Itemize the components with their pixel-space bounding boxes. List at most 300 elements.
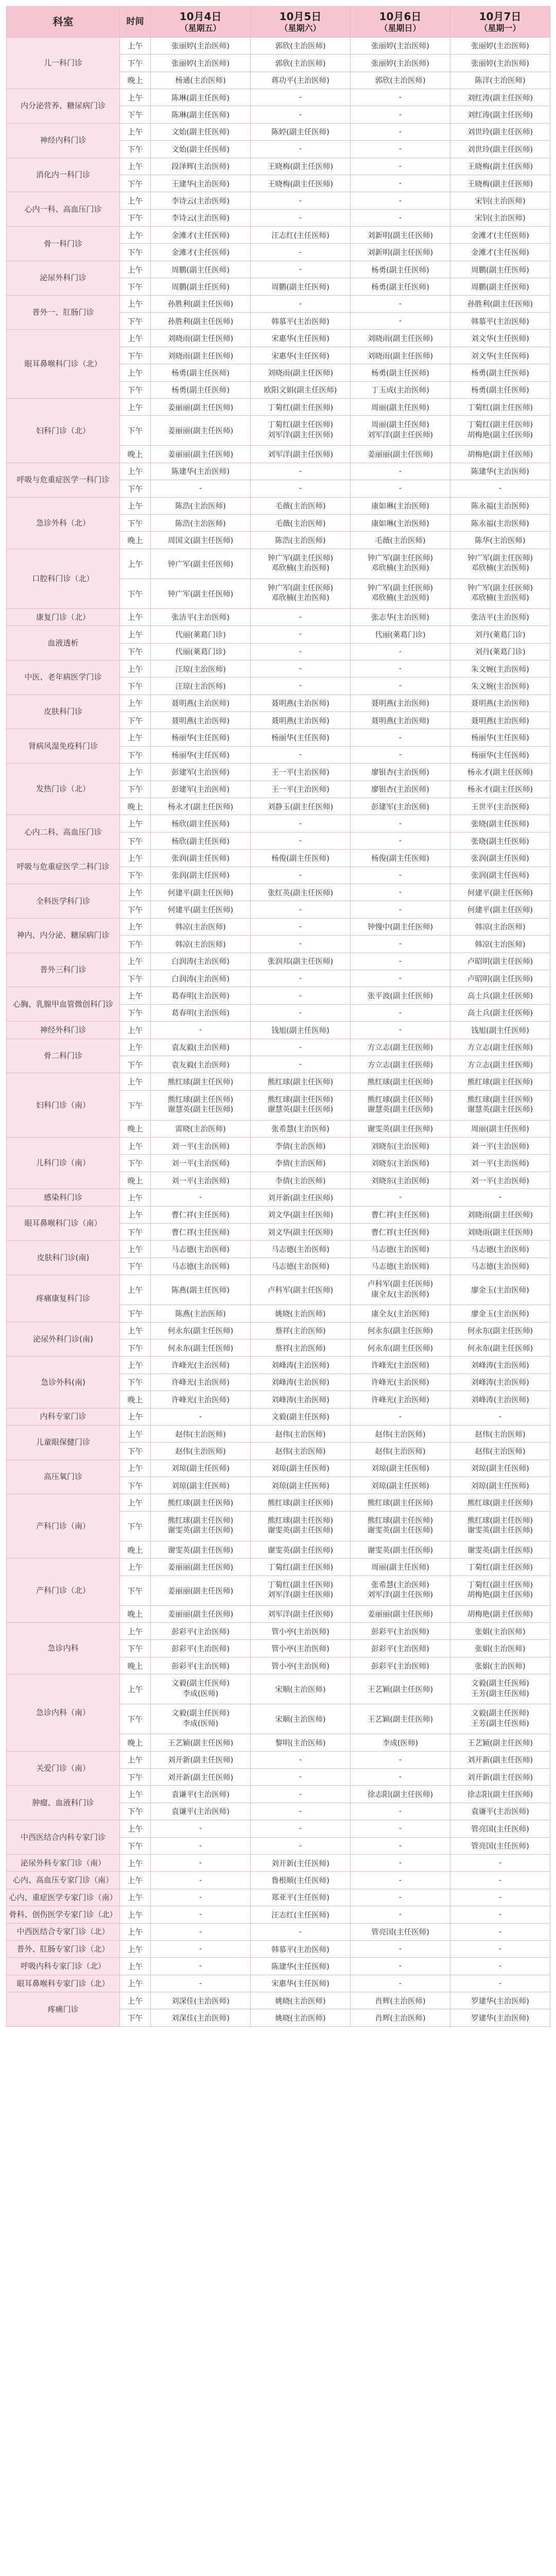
doctor-cell: 曹仁祥(主任医师)	[151, 1206, 251, 1223]
doctor-cell: 金滩才(主任医师)	[151, 244, 251, 261]
table-row	[7, 1022, 550, 1039]
time-slot: 下午	[120, 867, 151, 884]
doctor-cell: -	[251, 192, 351, 209]
department-name: 皮肤科门诊(南)	[7, 1241, 120, 1275]
department-name: 中西医结合内科专家门诊	[7, 1820, 120, 1855]
doctor-cell: 张润(副主任医师)	[450, 867, 550, 884]
department-name: 血液透析	[7, 626, 120, 660]
doctor-cell: 张娟(主治医师)	[450, 1640, 550, 1657]
doctor-cell: -	[251, 244, 351, 261]
doctor-cell: 杨通(主治医师)	[151, 72, 251, 89]
doctor-cell: -	[251, 1786, 351, 1803]
doctor-cell: 熊红球(副主任医师) 谢慧英(副主任医师)	[251, 1090, 351, 1120]
doctor-cell: 宋惠华(主任医师)	[251, 330, 351, 347]
department-name: 骨二科门诊	[7, 1039, 120, 1073]
doctor-cell: 周丽(副主任医师)	[351, 1558, 450, 1575]
doctor-cell: -	[351, 1940, 450, 1957]
doctor-cell: 杨勇(副主任医师)	[151, 381, 251, 398]
doctor-cell: -	[251, 1923, 351, 1940]
doctor-cell: 熊红球(副主任医师)	[151, 1073, 251, 1090]
time-slot: 上午	[120, 463, 151, 480]
time-slot: 下午	[120, 643, 151, 660]
time-slot: 下午	[120, 1339, 151, 1356]
department-name: 疼痛康复科门诊	[7, 1275, 120, 1322]
department-name: 呼吸内科专家门诊（北）	[7, 1958, 120, 1975]
day-weekday: （星期六）	[280, 23, 321, 33]
doctor-cell: 王晓梅(副主任医师)	[450, 175, 550, 192]
doctor-cell: 熊红球(副主任医师) 谢慧英(副主任医师)	[351, 1090, 450, 1120]
department-name: 产科门诊（北）	[7, 1558, 120, 1623]
doctor-cell: 段泽辉(主治医师)	[151, 158, 251, 175]
doctor-cell: 刘文华(主任医师)	[450, 347, 550, 364]
doctor-cell: -	[251, 832, 351, 849]
time-slot: 上午	[120, 1558, 151, 1575]
doctor-cell: 杨勇(副主任医师)	[450, 381, 550, 398]
time-slot: 上午	[120, 729, 151, 746]
doctor-cell: 金滩才(主任医师)	[151, 227, 251, 244]
doctor-cell: -	[351, 867, 450, 884]
doctor-cell: -	[351, 677, 450, 694]
doctor-cell: 方立志(副主任医师)	[351, 1056, 450, 1073]
time-slot: 下午	[120, 1575, 151, 1605]
doctor-cell: 鲁根顺(主任医师)	[251, 1872, 351, 1889]
table-row	[7, 850, 550, 867]
doctor-cell: 张润(副主任医师)	[151, 867, 251, 884]
department-name: 妇科门诊（北）	[7, 399, 120, 463]
doctor-cell: 卢科军(副主任医师) 康全友(主治医师)	[351, 1275, 450, 1305]
doctor-cell: 杨永才(副主任医师)	[151, 798, 251, 815]
doctor-cell: 许峰光(主治医师)	[351, 1357, 450, 1374]
doctor-cell: 许峰光(主治医师)	[151, 1391, 251, 1408]
doctor-cell: 姜丽丽(副主任医师)	[151, 1605, 251, 1622]
table-row	[7, 1958, 550, 1975]
doctor-cell: -	[351, 158, 450, 175]
doctor-cell: 彭建军(主治医师)	[151, 781, 251, 798]
doctor-cell: -	[151, 1854, 251, 1871]
doctor-cell: 姜丽丽(副主任医师)	[351, 1605, 450, 1622]
department-name: 高压氧门诊	[7, 1460, 120, 1494]
doctor-cell: 刘开新(副主任医师)	[151, 1769, 251, 1786]
doctor-cell: 姜丽丽(副主任医师)	[151, 416, 251, 446]
doctor-cell: 宋钊(主治医师)	[450, 209, 550, 226]
doctor-cell: 聂明燕(主治医师)	[251, 694, 351, 711]
table-row	[7, 918, 550, 935]
doctor-cell: 刘峰涛(主治医师)	[450, 1391, 550, 1408]
doctor-cell: 刘琼(副主任医师)	[450, 1477, 550, 1494]
doctor-cell: 刘晓东(主治医师)	[351, 1172, 450, 1189]
time-slot: 上午	[120, 694, 151, 711]
doctor-cell: -	[351, 1958, 450, 1975]
doctor-cell: 熊红球(副主任医师)	[251, 1073, 351, 1090]
table-row	[7, 1923, 550, 1940]
doctor-cell: 文毅(副主任医师) 王芳(副主任医师)	[450, 1704, 550, 1734]
time-slot: 上午	[120, 1889, 151, 1906]
doctor-cell: -	[251, 746, 351, 763]
time-slot: 下午	[120, 1769, 151, 1786]
doctor-cell: 韩慕平(主治医师)	[450, 313, 550, 330]
doctor-cell: 姜丽丽(副主任医师)	[151, 446, 251, 463]
doctor-cell: -	[251, 106, 351, 123]
doctor-cell: 赵伟(主治医师)	[151, 1443, 251, 1460]
doctor-cell: 何永东(副主任医师)	[351, 1339, 450, 1356]
doctor-cell: -	[351, 480, 450, 497]
table-row	[7, 399, 550, 416]
doctor-cell: 刘峰涛(主治医师)	[251, 1391, 351, 1408]
doctor-cell: -	[251, 626, 351, 643]
doctor-cell: 方立志(副主任医师)	[351, 1039, 450, 1056]
doctor-cell: 马志德(主治医师)	[450, 1241, 550, 1258]
department-name: 皮肤科门诊	[7, 694, 120, 729]
time-slot: 下午	[120, 781, 151, 798]
time-slot: 上午	[120, 1975, 151, 1992]
table-row	[7, 1206, 550, 1223]
doctor-cell: 韩凉(主治医师)	[450, 936, 550, 953]
doctor-cell: -	[351, 660, 450, 677]
doctor-cell: 肖辉(主治医师)	[351, 2009, 450, 2026]
doctor-cell: 刘琼(副主任医师)	[450, 1460, 550, 1477]
doctor-cell: 徐志阳(副主任医师)	[351, 1786, 450, 1803]
doctor-cell: 张润(副主任医师)	[450, 850, 550, 867]
doctor-cell: 韩慕平(主治医师)	[251, 313, 351, 330]
time-slot: 下午	[120, 2009, 151, 2026]
doctor-cell: 李倩(主治医师)	[251, 1138, 351, 1155]
doctor-cell: 聂明燕(主治医师)	[151, 694, 251, 711]
table-row	[7, 815, 550, 832]
doctor-cell: -	[351, 295, 450, 312]
department-name: 神经内科门诊	[7, 123, 120, 158]
doctor-cell: 廖金玉(主治医师)	[450, 1275, 550, 1305]
time-slot: 晚上	[120, 1172, 151, 1189]
department-name: 眼耳鼻喉科门诊（南）	[7, 1206, 120, 1241]
doctor-cell: 熊红球(副主任医师)	[450, 1494, 550, 1511]
time-slot: 上午	[120, 1206, 151, 1223]
doctor-cell: 赵伟(主治医师)	[351, 1443, 450, 1460]
doctor-cell: 钟广军(副主任医师) 邓欣楠(主治医师)	[251, 579, 351, 608]
table-row	[7, 1623, 550, 1640]
doctor-cell: -	[351, 729, 450, 746]
doctor-cell: -	[251, 608, 351, 625]
doctor-cell: 钱旭(副主任医师)	[251, 1022, 351, 1039]
doctor-cell: 张丽婷(主治医师)	[450, 37, 550, 54]
time-slot: 上午	[120, 1623, 151, 1640]
doctor-cell: 肖辉(主治医师)	[351, 1992, 450, 2009]
department-name: 产科门诊（南）	[7, 1494, 120, 1558]
doctor-cell: 赵伟(主治医师)	[450, 1425, 550, 1442]
doctor-cell: 刘琼(副主任医师)	[151, 1477, 251, 1494]
doctor-cell: 白润涛(主治医师)	[151, 953, 251, 970]
doctor-cell: -	[351, 1975, 450, 1992]
doctor-cell: 姜丽丽(副主任医师)	[151, 1558, 251, 1575]
doctor-cell: -	[151, 1906, 251, 1923]
doctor-cell: -	[450, 1958, 550, 1975]
doctor-cell: 钟广军(副主任医师) 邓欣楠(主治医师)	[251, 549, 351, 579]
doctor-cell: 姜丽丽(副主任医师)	[151, 399, 251, 416]
time-slot: 下午	[120, 1155, 151, 1172]
table-row	[7, 884, 550, 901]
doctor-cell: 丁玉成(主治医师)	[351, 381, 450, 398]
table-row	[7, 1322, 550, 1339]
doctor-cell: 熊红球(副主任医师)	[351, 1494, 450, 1511]
time-slot: 下午	[120, 1004, 151, 1021]
doctor-cell: 熊红球(副主任医师)	[251, 1494, 351, 1511]
doctor-cell: 曹仁祥(主任医师)	[351, 1224, 450, 1241]
doctor-cell: -	[450, 1889, 550, 1906]
doctor-cell: -	[151, 1189, 251, 1206]
day-header	[450, 7, 550, 38]
doctor-cell: -	[351, 313, 450, 330]
doctor-cell: 李倩(主治医师)	[251, 1155, 351, 1172]
time-slot: 上午	[120, 1906, 151, 1923]
doctor-cell: 熊红球(副主任医师) 谢雯英(副主任医师)	[151, 1511, 251, 1541]
doctor-cell: 张丽婷(主治医师)	[151, 55, 251, 72]
doctor-cell: 刘一平(主治医师)	[450, 1155, 550, 1172]
time-slot: 上午	[120, 1786, 151, 1803]
doctor-cell: 周丽(副主任医师) 刘军洋(副主任医师)	[351, 416, 450, 446]
time-slot: 晚上	[120, 1734, 151, 1751]
doctor-cell: 管小亭(主治医师)	[251, 1640, 351, 1657]
doctor-cell: 何建平(副主任医师)	[151, 901, 251, 918]
time-slot: 晚上	[120, 798, 151, 815]
doctor-cell: 马志德(主治医师)	[251, 1241, 351, 1258]
table-row	[7, 987, 550, 1004]
time-slot: 上午	[120, 1275, 151, 1305]
doctor-cell: 姚晓(主治医师)	[251, 1992, 351, 2009]
table-row	[7, 1889, 550, 1906]
doctor-cell: 谢雯英(副主任医师)	[351, 1541, 450, 1558]
doctor-cell: 谢雯英(副主任医师)	[151, 1541, 251, 1558]
table-row	[7, 123, 550, 140]
doctor-cell: -	[251, 1039, 351, 1056]
department-name: 心内一科、高血压门诊	[7, 192, 120, 227]
time-slot: 上午	[120, 1751, 151, 1768]
department-name: 急诊内科	[7, 1623, 120, 1674]
time-slot: 上午	[120, 1022, 151, 1039]
doctor-cell: -	[151, 1837, 251, 1854]
doctor-cell: 谢雯英(副主任医师)	[251, 1541, 351, 1558]
doctor-cell: 陈浩(主治医师)	[251, 532, 351, 549]
doctor-cell: -	[450, 1189, 550, 1206]
table-row	[7, 463, 550, 480]
doctor-cell: 毛薇(主治医师)	[251, 514, 351, 531]
doctor-cell: 杨丽华(主任医师)	[151, 729, 251, 746]
doctor-cell: 刘一平(主治医师)	[151, 1155, 251, 1172]
department-name: 普外三科门诊	[7, 953, 120, 987]
doctor-cell: 高士兵(副主任医师)	[450, 987, 550, 1004]
doctor-cell: 熊红球(副主任医师)	[450, 1073, 550, 1090]
doctor-cell: 陈琳(副主任医师)	[151, 106, 251, 123]
department-name: 发热门诊（北）	[7, 764, 120, 815]
doctor-cell: -	[251, 1803, 351, 1820]
table-row	[7, 295, 550, 312]
doctor-cell: -	[251, 1056, 351, 1073]
doctor-cell: 韩凉(主治医师)	[151, 918, 251, 935]
time-slot: 下午	[120, 1640, 151, 1657]
doctor-cell: 马志德(主治医师)	[151, 1241, 251, 1258]
doctor-cell: 王艺颖(副主任医师)	[151, 1734, 251, 1751]
doctor-cell: 彭彩平(主治医师)	[151, 1640, 251, 1657]
doctor-cell: 钟广军(副主任医师) 邓欣楠(主治医师)	[450, 549, 550, 579]
table-row	[7, 626, 550, 643]
day-date: 10月6日	[379, 10, 422, 23]
doctor-cell: 王晓梅(副主任医师)	[251, 175, 351, 192]
department-name: 内科专家门诊	[7, 1408, 120, 1425]
time-slot: 下午	[120, 175, 151, 192]
department-name: 心内、高血压专家门诊（南）	[7, 1872, 120, 1889]
doctor-cell: 文始(副主任医师)	[151, 123, 251, 140]
doctor-cell: 朱文婉(主治医师)	[450, 660, 550, 677]
doctor-cell: 袁友毅(主治医师)	[151, 1056, 251, 1073]
doctor-cell: 张希慧(主治医师)	[251, 1120, 351, 1137]
time-slot: 上午	[120, 497, 151, 514]
day-weekday: （星期日）	[379, 23, 421, 33]
doctor-cell: 袁谦平(主治医师)	[151, 1803, 251, 1820]
doctor-cell: 韩凉(主治医师)	[450, 918, 550, 935]
table-row	[7, 330, 550, 347]
doctor-cell: 孙胜利(副主任医师)	[151, 313, 251, 330]
doctor-cell: -	[450, 1923, 550, 1940]
doctor-cell: 杨丽华(主任医师)	[450, 729, 550, 746]
doctor-cell: -	[450, 1906, 550, 1923]
time-slot: 下午	[120, 141, 151, 158]
doctor-cell: 汪琼(主治医师)	[151, 660, 251, 677]
doctor-cell: -	[351, 192, 450, 209]
time-slot: 下午	[120, 746, 151, 763]
doctor-cell: 马志德(主治医师)	[251, 1258, 351, 1275]
doctor-cell: 刘丹(莱葛门诊)	[450, 626, 550, 643]
doctor-cell: -	[351, 1854, 450, 1871]
doctor-cell: -	[151, 1022, 251, 1039]
doctor-cell: 陈燕(主治医师)	[151, 1305, 251, 1322]
doctor-cell: 陈建华(主治医师)	[151, 463, 251, 480]
doctor-cell: -	[351, 815, 450, 832]
department-name: 普外、肛肠专家门诊（北）	[7, 1940, 120, 1957]
table-row	[7, 37, 550, 54]
time-slot: 下午	[120, 936, 151, 953]
doctor-cell: 文始(副主任医师)	[151, 141, 251, 158]
day-weekday: （星期一）	[479, 23, 521, 33]
doctor-cell: 王晓梅(副主任医师)	[251, 158, 351, 175]
doctor-cell: 张润邦(副主任医师)	[251, 953, 351, 970]
doctor-cell: -	[351, 1004, 450, 1021]
doctor-cell: 丁菊红(副主任医师)	[251, 399, 351, 416]
doctor-cell: 刘深佳(主治医师)	[151, 2009, 251, 2026]
day-date: 10月7日	[479, 10, 522, 23]
doctor-cell: 马志德(主治医师)	[450, 1258, 550, 1275]
doctor-cell: 张红英(副主任医师)	[251, 884, 351, 901]
time-slot: 下午	[120, 579, 151, 608]
doctor-cell: -	[151, 1889, 251, 1906]
doctor-cell: -	[251, 660, 351, 677]
table-row	[7, 1940, 550, 1957]
table-row	[7, 1425, 550, 1442]
time-slot: 上午	[120, 660, 151, 677]
table-row	[7, 227, 550, 244]
doctor-cell: 蒋功平(主治医师)	[251, 72, 351, 89]
doctor-cell: 何永东(副主任医师)	[450, 1339, 550, 1356]
doctor-cell: 康如琳(主治医师)	[351, 514, 450, 531]
doctor-cell: 徐志阳(副主任医师)	[450, 1786, 550, 1803]
doctor-cell: 刘琼(副主任医师)	[251, 1460, 351, 1477]
doctor-cell: 方立志(副主任医师)	[450, 1056, 550, 1073]
doctor-cell: 杨勇(副主任医师)	[450, 364, 550, 381]
doctor-cell: 彭建军(主治医师)	[151, 764, 251, 781]
doctor-cell: -	[251, 261, 351, 278]
time-slot: 下午	[120, 970, 151, 987]
doctor-cell: 张平波(副主任医师)	[351, 987, 450, 1004]
doctor-cell: 文毅(副主任医师) 李成(医师)	[151, 1674, 251, 1704]
doctor-cell: 刘晓东(主治医师)	[351, 1155, 450, 1172]
doctor-cell: 廖银杏(主治医师)	[351, 764, 450, 781]
time-slot: 上午	[120, 158, 151, 175]
table-row	[7, 89, 550, 106]
time-slot: 上午	[120, 1073, 151, 1090]
doctor-cell: 曹仁祥(主任医师)	[151, 1224, 251, 1241]
table-row	[7, 1039, 550, 1056]
doctor-cell: 丁菊红(副主任医师) 胡梅艳(副主任医师)	[450, 1575, 550, 1605]
doctor-cell: 张娟(主治医师)	[450, 1623, 550, 1640]
time-slot: 上午	[120, 608, 151, 625]
doctor-cell: 陈华(主治医师)	[450, 532, 550, 549]
doctor-cell: 熊红球(副主任医师) 谢慧英(副主任医师)	[151, 1090, 251, 1120]
doctor-cell: -	[450, 480, 550, 497]
doctor-cell: 何永东(副主任医师)	[151, 1322, 251, 1339]
department-name: 急诊外科（北）	[7, 497, 120, 549]
doctor-cell: 刘一平(主治医师)	[450, 1172, 550, 1189]
time-slot: 上午	[120, 549, 151, 579]
time-slot: 上午	[120, 192, 151, 209]
doctor-cell: -	[251, 987, 351, 1004]
time-slot: 上午	[120, 884, 151, 901]
time-slot: 上午	[120, 330, 151, 347]
doctor-cell: 袁友毅(主治医师)	[151, 1039, 251, 1056]
doctor-cell: 刘晓雨(副主任医师)	[151, 347, 251, 364]
department-name: 中西医结合专家门诊（北）	[7, 1923, 120, 1940]
doctor-cell: 金滩才(主任医师)	[450, 244, 550, 261]
day-weekday: （星期五）	[180, 23, 221, 33]
time-slot: 上午	[120, 1923, 151, 1940]
doctor-cell: 刘晓雨(副主任医师)	[450, 1224, 550, 1241]
doctor-cell: 管亮国(主任医师)	[450, 1837, 550, 1854]
doctor-cell: 刘一平(主治医师)	[151, 1138, 251, 1155]
time-slot: 下午	[120, 1837, 151, 1854]
time-slot: 上午	[120, 1138, 151, 1155]
department-name: 心胸、乳腺甲血管微创科门诊	[7, 987, 120, 1022]
doctor-cell: 张洁平(主治医师)	[151, 608, 251, 625]
doctor-cell: 郭欣(主治医师)	[251, 37, 351, 54]
doctor-cell: 宋惠华(主任医师)	[251, 347, 351, 364]
table-row	[7, 1854, 550, 1871]
doctor-cell: 聂明燕(主治医师)	[151, 712, 251, 729]
table-row	[7, 549, 550, 579]
doctor-cell: 汪琼(主治医师)	[151, 677, 251, 694]
doctor-cell: 聂明燕(主治医师)	[251, 712, 351, 729]
doctor-cell: 宋顺(主治医师)	[251, 1704, 351, 1734]
doctor-cell: 刘晓东(主治医师)	[351, 1138, 450, 1155]
time-slot: 晚上	[120, 1120, 151, 1137]
day-header	[351, 7, 450, 38]
doctor-cell: 杨丽华(主任医师)	[251, 729, 351, 746]
table-row	[7, 608, 550, 625]
doctor-cell: 管小亭(主治医师)	[251, 1623, 351, 1640]
doctor-cell: 宋钊(主治医师)	[450, 192, 550, 209]
doctor-cell: 陈婷(副主任医师)	[251, 123, 351, 140]
time-slot: 上午	[120, 1189, 151, 1206]
department-name: 呼吸与危重症医学二科门诊	[7, 850, 120, 884]
day-header	[251, 7, 351, 38]
doctor-cell: 汪志红(主任医师)	[251, 1906, 351, 1923]
doctor-cell: 刘琼(副主任医师)	[351, 1460, 450, 1477]
table-row	[7, 1872, 550, 1889]
